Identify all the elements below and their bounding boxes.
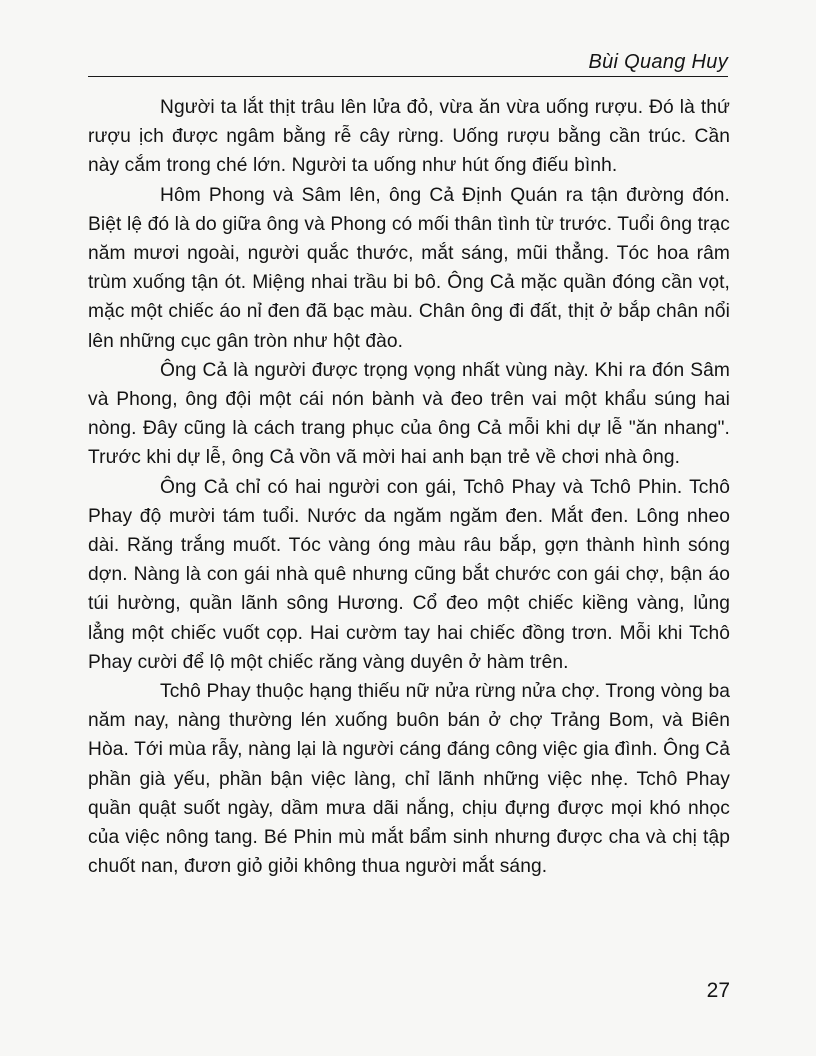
page-header (88, 50, 728, 77)
body-text (88, 93, 730, 881)
paragraph-5: Tchô Phay thuộc hạng thiếu nữ nửa rừng nửa chợ. Trong vòng ba năm nay, nàng thường lén xuống buôn bán ở chợ Trảng Bom, và Biên Hòa. Tới mùa rẫy, nàng lại là người cáng đáng công việc gia đình. Ông Cả phần già yếu, phần bận việc làng, chỉ lãnh những việc nhẹ. Tchô Phay quần quật suốt ngày, dầm mưa dãi nắng, chịu đựng được mọi khó nhọc của việc nông tang. Bé Phin mù mắt bẩm sinh nhưng được cha và chị tập chuốt nan, đươn giỏ giỏi không thua người mắt sáng. (88, 681, 730, 878)
paragraph-2: Hôm Phong và Sâm lên, ông Cả Định Quán ra tận đường đón. Biệt lệ đó là do giữa ông và Phong có mối thân tình từ trước. Tuổi ông trạc năm mươi ngoài, người quắc thước, mắt sáng, mũi thẳng. Tóc hoa râm trùm xuống tận ót. Miệng nhai trầu bi bô. Ông Cả mặc quần đóng cần vọt, mặc một chiếc áo nỉ đen đã bạc màu. Chân ông đi đất, thịt ở bắp chân nổi lên những cục gân tròn như hột đào. (88, 184, 730, 352)
paragraph-3: Ông Cả là người được trọng vọng nhất vùng này. Khi ra đón Sâm và Phong, ông đội một cái nón bành và đeo trên vai một khẩu súng hai nòng. Đây cũng là cách trang phục của ông Cả mỗi khi dự lễ "ăn nhang". Trước khi dự lễ, ông Cả vồn vã mời hai anh bạn trẻ về chơi nhà ông. (88, 359, 730, 469)
page-number: 27 (706, 979, 730, 1002)
paragraph-4: Ông Cả chỉ có hai người con gái, Tchô Phay và Tchô Phin. Tchô Phay độ mười tám tuổi. Nước da ngăm ngăm đen. Mắt đen. Lông nheo dài. Răng trắng muốt. Tóc vàng óng màu râu bắp, gợn thành hình sóng dợn. Nàng là con gái nhà quê nhưng cũng bắt chước con gái chợ, bận áo túi hường, quần lãnh sông Hương. Cổ đeo một chiếc kiềng vàng, lủng lẳng một chiếc vuốt cọp. Hai cườm tay hai chiếc đồng trơn. Mỗi khi Tchô Phay cười để lộ một chiếc răng vàng duyên ở hàm trên. (88, 476, 730, 673)
paragraph-1: Người ta lắt thịt trâu lên lửa đỏ, vừa ăn vừa uống rượu. Đó là thứ rượu ịch được ngâm bằng rễ cây rừng. Uống rượu bằng cần trúc. Cần này cắm trong ché lớn. Người ta uống như hút ống điếu bình. (88, 97, 730, 177)
author-name: Bùi Quang Huy (588, 51, 728, 73)
